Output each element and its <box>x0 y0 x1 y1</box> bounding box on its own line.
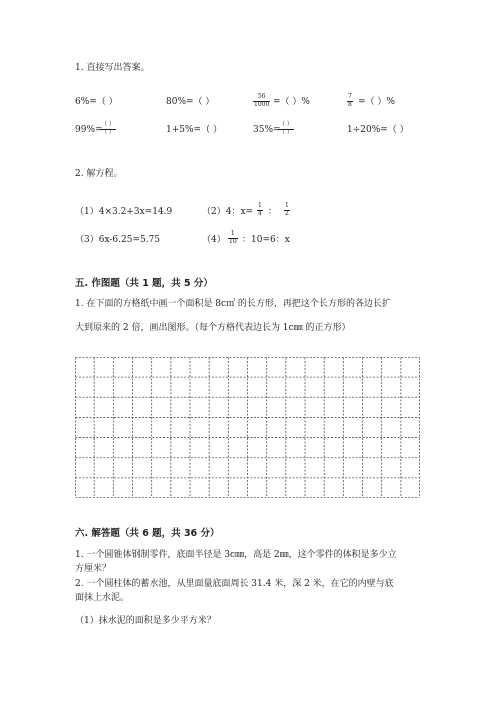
section6-heading: 六. 解答题（共 6 题，共 36 分） <box>75 528 220 539</box>
fraction-denominator: 8 <box>348 101 352 108</box>
section5-heading: 五. 作图题（共 1 题，共 5 分） <box>75 278 213 289</box>
fraction-denominator: （ ） <box>279 129 293 136</box>
fraction-numerator: （ ） <box>101 121 115 128</box>
section5-question1-line2: 大到原来的 2 倍，画出图形。（每个方格代表边长为 1c㎜ 的正方形） <box>75 323 351 333</box>
problem-80-percent: 80%=（ ） <box>166 97 215 107</box>
fraction-1-10 <box>228 231 238 245</box>
fraction-numerator: 1 <box>285 202 289 209</box>
equation-2-prefix: （2）4：x= <box>202 207 254 217</box>
problem-35-percent: 35%= <box>253 125 281 135</box>
blank-fraction-99 <box>100 122 116 136</box>
problem-99-percent: 99%= <box>75 125 103 135</box>
section2-title: 2. 解方程。 <box>75 169 123 179</box>
fraction-denominator: （ ） <box>101 129 115 136</box>
fraction-numerator: 1 <box>258 202 262 209</box>
section1-title: 1. 直接写出答案。 <box>75 63 150 73</box>
blank-fraction-35 <box>278 122 294 136</box>
fraction-denominator: 1000 <box>254 101 270 108</box>
fraction-7-8 <box>347 94 353 108</box>
section6-question1-line1: 1. 一个圆锥体钢制零件，底面半径是 3c㎜，高是 2㎜，这个零件的体积是多少立 <box>75 550 397 560</box>
fraction-numerator: 56 <box>257 93 266 100</box>
fraction-denominator: 2 <box>285 210 289 217</box>
problem-1-plus-5-percent: 1+5%=（ ） <box>166 125 222 135</box>
equation-4-rest: ：10=6：x <box>242 235 290 245</box>
fraction-1-4 <box>257 203 263 217</box>
equation-2-colon: ： <box>268 207 278 217</box>
section6-question2-line1: 2. 一个圆柱体的蓄水池，从里面量底面周长 31.4 米，深 2 米，在它的内壁与底 <box>75 579 394 589</box>
equation-1: （1）4×3.2+3x=14.9 <box>75 207 173 217</box>
section6-question2-line2: 面抹上水泥。 <box>75 593 130 603</box>
equation-3: （3）6x-6.25=5.75 <box>75 235 161 245</box>
fraction-denominator: 10 <box>229 238 237 245</box>
problem-7-8-rest: =（ ）% <box>358 97 395 107</box>
problem-6-percent: 6%=（ ） <box>75 97 118 107</box>
problem-56-1000-rest: =（ ）% <box>273 97 310 107</box>
fraction-56-1000 <box>253 94 270 108</box>
equation-4-prefix: （4） <box>202 235 226 245</box>
fraction-numerator: （ ） <box>279 121 293 128</box>
fraction-denominator: 4 <box>258 210 262 217</box>
fraction-numerator: 7 <box>348 93 352 100</box>
section5-question1-line1: 1. 在下面的方格纸中画一个面积是 8c㎡ 的长方形，再把这个长方形的各边长扩 <box>75 299 391 309</box>
fraction-1-2 <box>284 203 290 217</box>
section6-question1-line2: 方厘米？ <box>75 564 112 574</box>
problem-1-div-20-percent: 1÷20%=（ ） <box>347 125 409 135</box>
grid-paper[interactable] <box>75 357 420 498</box>
section6-question2-sub1: （1）抹水泥的面积是多少平方米？ <box>75 616 216 626</box>
fraction-numerator: 1 <box>230 230 235 237</box>
